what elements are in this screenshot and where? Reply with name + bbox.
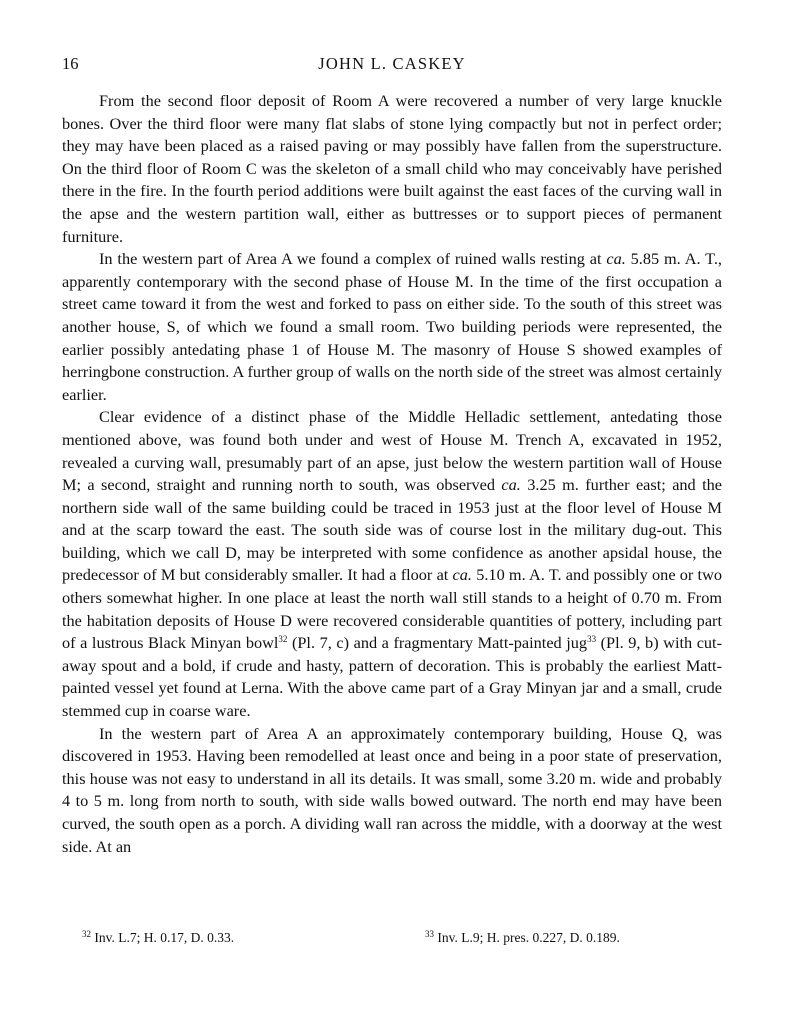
page-number: 16 <box>62 54 79 73</box>
paragraph-text: 5.10 m. A. T. and possibly one or two others somewhat higher. In one place at least the north wall still stands to a height of 0.70 m. From the habitation deposits of House D were recovered considerable quantities of pottery, including part of a lustrous Black Minyan bowl <box>62 565 722 653</box>
footnote-ref-33[interactable]: 33 <box>587 634 597 645</box>
footnote-ref-32[interactable]: 32 <box>278 634 288 645</box>
running-head <box>62 52 722 76</box>
footnote-33 <box>425 929 620 947</box>
footnote-text: Inv. L.7; H. 0.17, D. 0.33. <box>94 930 235 945</box>
paragraph-house-d <box>62 406 722 722</box>
paragraph-text: 3.25 m. further east; and the northern side wall of the same building could be traced in 1953 just at the floor level of House M and at the scarp toward the east. The south side was of course lost in the military dug-out. This building, which we call D, may be interpreted with some confidence as another apsidal house, the predecessor of M but considerably smaller. It had a floor at <box>62 475 722 585</box>
paragraph-house-q: In the western part of Area A an approximately contemporary building, House Q, was discovered in 1953. Having been remodelled at least once and being in a poor state of preservation, this house was not easy to understand in all its details. It was small, some 3.20 m. wide and probably 4 to 5 m. long from north to south, with side walls bowed outward. The north end may have been curved, the south open as a porch. A dividing wall ran across the middle, with a doorway at the west side. At an <box>62 723 722 856</box>
page <box>62 52 723 945</box>
footnote-number: 33 <box>425 929 434 939</box>
paragraph-room-a: From the second floor deposit of Room A were recovered a number of very large knuckle bones. Over the third floor were many flat slabs of stone lying compactly but not in perfect order; they may have been placed as a raised paving or may possibly have fallen from the superstructure. On the third floor of Room C was the skeleton of a small child who may conceivably have perished there in the fire. In the fourth period additions were built against the east faces of the curving wall in the apse and the western partition wall, either as buttresses or to support pieces of permanent furniture. <box>62 91 722 246</box>
footnote-number: 32 <box>82 929 91 939</box>
circa-abbrev: ca. <box>452 565 472 585</box>
paragraph-text: Clear evidence of a distinct phase of the Middle Helladic settlement, antedating those mentioned above, was found both under and west of House M. Trench A, excavated in 1952, revealed a curving wall, presumably part of an apse, just below the western partition wall of House M; a second, straight and running north to south, was observed <box>62 407 722 495</box>
paragraph-text: 5.85 m. A. T., apparently contemporary with the second phase of House M. In the time of the first occupation a street came toward it from the west and forked to pass on either side. To the south of this street was another house, S, of which we found a small room. Two building periods were represented, the earlier possibly antedating phase 1 of House M. The masonry of House S showed examples of herringbone construction. A further group of walls on the north side of the street was almost certainly earlier. <box>62 249 722 404</box>
paragraph-area-a-walls <box>62 248 722 406</box>
footnote-32 <box>82 929 234 947</box>
body-text <box>62 90 722 858</box>
paragraph-text: In the western part of Area A we found a complex of ruined walls resting at <box>99 249 607 269</box>
footnote-text: Inv. L.9; H. pres. 0.227, D. 0.189. <box>437 930 620 945</box>
paragraph-text: (Pl. 7, c) and a fragmentary Matt-painted jug <box>287 633 588 653</box>
circa-abbrev: ca. <box>606 249 626 269</box>
circa-abbrev: ca. <box>501 475 521 495</box>
running-title: JOHN L. CASKEY <box>318 54 466 73</box>
paragraph-text: (Pl. 9, b) with cut-away spout and a bold, if crude and hasty, pattern of decoration. This is probably the earliest Matt-painted vessel yet found at Lerna. With the above came part of a Gray Minyan jar and a small, crude stemmed cup in coarse ware. <box>62 633 723 721</box>
